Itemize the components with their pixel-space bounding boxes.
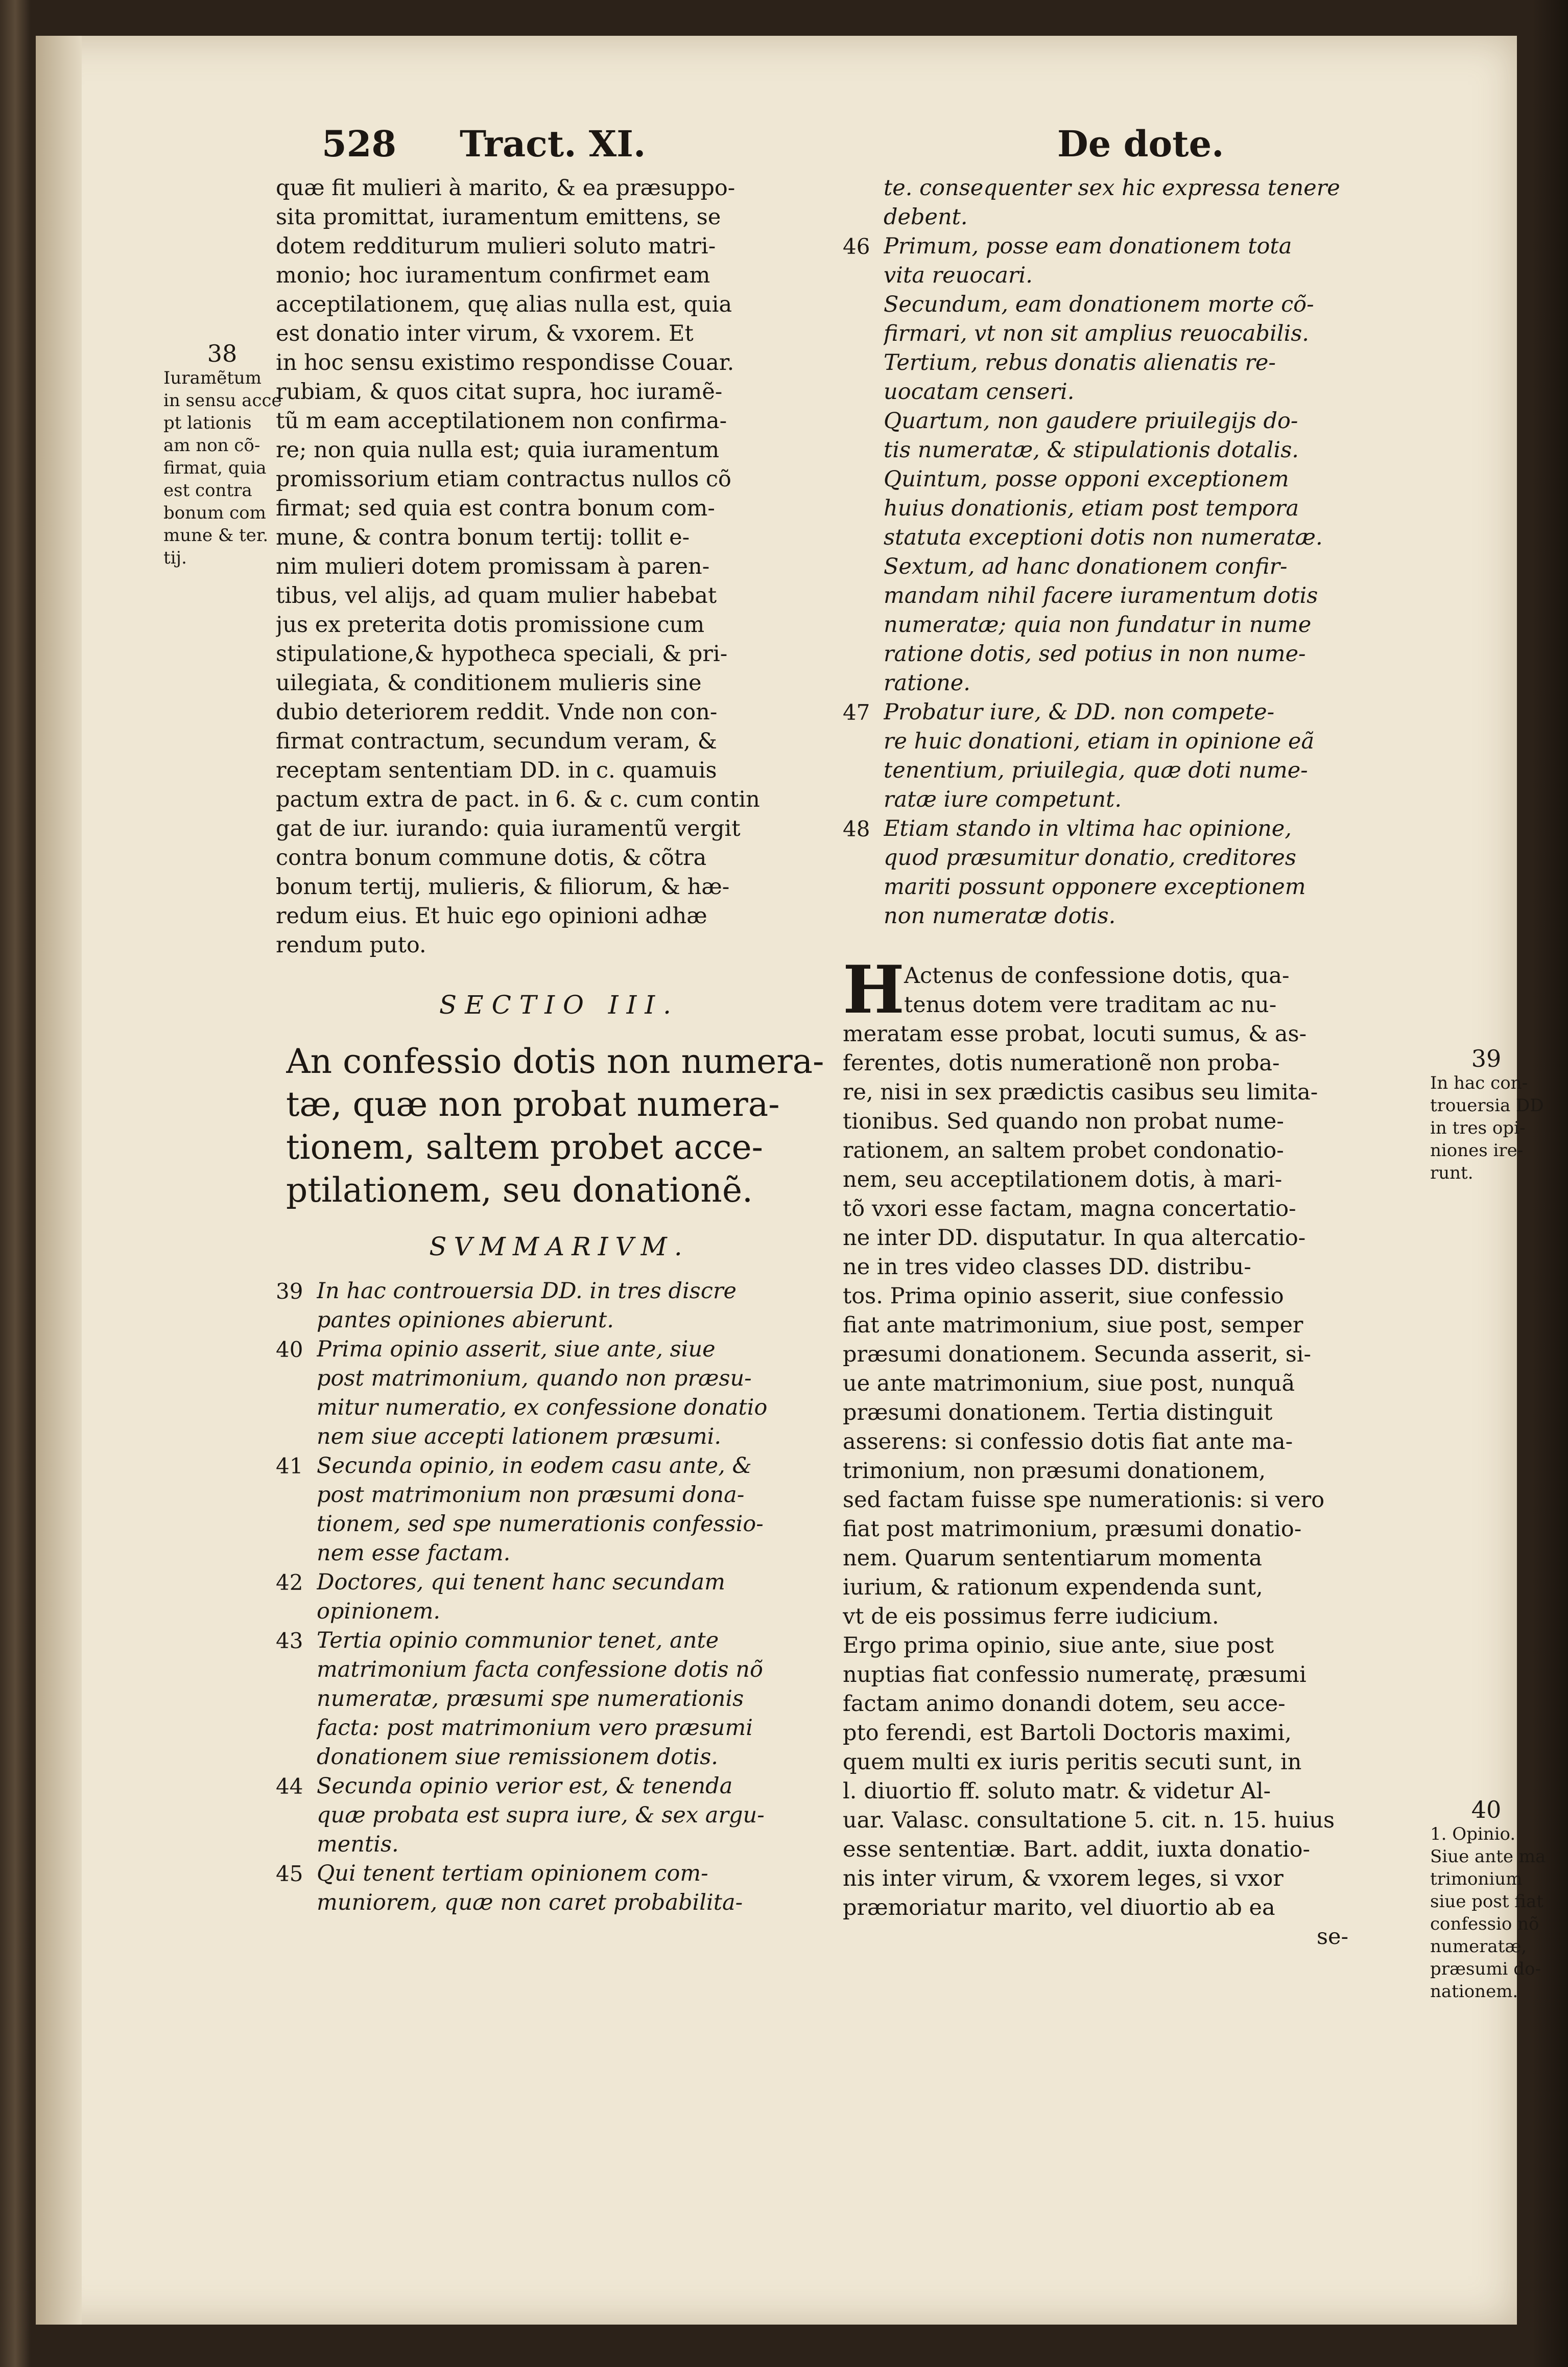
margin-note-line: tij. <box>163 548 187 568</box>
summary-item <box>276 1277 843 1335</box>
summary-item-number <box>843 174 884 232</box>
summary-item-text <box>884 814 1410 931</box>
text-line: tionibus. Sed quando non probat nume- <box>843 1109 1284 1134</box>
summary-line: statuta exceptioni dotis non numeratæ. <box>884 525 1323 550</box>
summary-line: mitur numeratio, ex confessione donatio <box>317 1395 768 1420</box>
text-line: nim mulieri dotem promissam à paren- <box>276 554 710 579</box>
summary-line: ratione dotis, sed potius in non nume- <box>884 641 1306 667</box>
text-line: promissorium etiam contractus nullos cõ <box>276 466 731 492</box>
summary-list <box>276 1277 843 1917</box>
tract-label: Tract. XI. <box>460 123 646 165</box>
text-line: uilegiata, & conditionem mulieris sine <box>276 670 702 696</box>
summary-line: numeratæ; quia non fundatur in nume <box>884 612 1312 638</box>
summary-item-number: 45 <box>276 1861 303 1886</box>
summary-item <box>276 1451 843 1568</box>
margin-note-line: numeratæ, <box>1430 1936 1527 1957</box>
text-line: dubio deteriorem reddit. Vnde non con- <box>276 699 718 725</box>
summary-line: tionem, sed spe numerationis confessio- <box>317 1511 764 1537</box>
text-line: sita promittat, iuramentum emittens, se <box>276 204 721 230</box>
left-column <box>276 174 843 1917</box>
text-line: redum eius. Et huic ego opinioni adhæ <box>276 903 707 929</box>
margin-note-39 <box>1430 1047 1542 1184</box>
margin-note-line: siue post fiat <box>1430 1891 1543 1912</box>
margin-note-line: trimonium <box>1430 1869 1523 1889</box>
text-line: fiat post matrimonium, præsumi donatio- <box>843 1516 1302 1542</box>
summary-item <box>276 1859 843 1917</box>
summary-line: nem esse factam. <box>317 1540 511 1566</box>
summary-line: mentis. <box>317 1832 399 1857</box>
summary-line: nem siue accepti lationem præsumi. <box>317 1424 722 1449</box>
text-line: l. diuortio ff. soluto matr. & videtur Al- <box>843 1778 1271 1804</box>
summary-line: Secunda opinio, in eodem casu ante, & <box>317 1453 752 1479</box>
page-number: 528 <box>322 123 397 165</box>
text-line: tibus, vel alijs, ad quam mulier habebat <box>276 583 717 608</box>
summary-item-number: 41 <box>276 1454 303 1479</box>
page-gutter <box>36 36 82 2325</box>
summary-item-text <box>884 174 1410 232</box>
summary-line: pantes opiniones abierunt. <box>317 1307 614 1333</box>
summary-line: Prima opinio asserit, siue ante, siue <box>317 1337 716 1362</box>
text-line: gat de iur. iurando: quia iuramentũ vergit <box>276 816 741 841</box>
text-line: nuptias fiat confessio numeratę, præsumi <box>843 1662 1306 1688</box>
margin-note-line: trouersia DD <box>1430 1095 1544 1116</box>
text-line: nis inter virum, & vxorem leges, si vxor <box>843 1866 1284 1891</box>
text-line: sed factam fuisse spe numerationis: si vero <box>843 1487 1325 1513</box>
text-line: dotem redditurum mulieri soluto matri- <box>276 233 716 259</box>
summary-item-number: 44 <box>276 1774 303 1799</box>
text-line: in hoc sensu existimo respondisse Couar. <box>276 350 734 376</box>
text-line: præmoriatur marito, vel diuortio ab ea <box>843 1895 1275 1920</box>
text-line: ne in tres video classes DD. distribu- <box>843 1254 1251 1280</box>
text-line: rendum puto. <box>276 932 426 958</box>
margin-note-line: nationem. <box>1430 1981 1518 2002</box>
text-line: tenus dotem vere traditam ac nu- <box>904 992 1277 1018</box>
summary-item <box>843 698 1410 814</box>
summary-item-text <box>317 1772 843 1859</box>
summary-line: Secundum, eam donationem morte cõ- <box>884 292 1314 317</box>
text-line: Ergo prima opinio, siue ante, siue post <box>843 1633 1274 1658</box>
summary-line: Etiam stando in vltima hac opinione, <box>884 816 1292 841</box>
margin-note-line: in sensu acce <box>163 390 282 411</box>
catchword: se- <box>1316 1924 1348 1950</box>
text-line: nem. Quarum sententiarum momenta <box>843 1545 1263 1571</box>
margin-note-line: runt. <box>1430 1163 1474 1183</box>
summary-item-number: 48 <box>843 816 870 841</box>
margin-note-line: am non cõ- <box>163 435 260 456</box>
margin-note-line: Siue ante ma <box>1430 1846 1546 1867</box>
text-line: jus ex preterita dotis promissione cum <box>276 612 705 638</box>
margin-note-line: pt lationis <box>163 413 252 433</box>
summary-line: mariti possunt opponere exceptionem <box>884 874 1306 900</box>
margin-note-line: præsumi do- <box>1430 1959 1541 1979</box>
text-line: firmat; sed quia est contra bonum com- <box>276 496 715 521</box>
text-line: bonum tertij, mulieris, & filiorum, & hæ- <box>276 874 730 900</box>
summary-item-text <box>317 1335 843 1451</box>
text-line: tos. Prima opinio asserit, siue confessio <box>843 1283 1284 1309</box>
summary-item-number: 43 <box>276 1628 303 1653</box>
text-line: quem multi ex iuris peritis secuti sunt, in <box>843 1749 1302 1775</box>
summary-item-text <box>317 1626 843 1772</box>
margin-note-line: bonum com <box>163 503 266 523</box>
text-line: vt de eis possimus ferre iudicium. <box>843 1604 1219 1629</box>
summary-item <box>276 1568 843 1626</box>
margin-note-text <box>1430 1823 1546 2003</box>
summary-line: firmari, vt non sit amplius reuocabilis. <box>884 321 1309 346</box>
summary-line: ratione. <box>884 670 970 696</box>
summary-list-continued <box>843 174 1410 931</box>
text-line: pto ferendi, est Bartoli Doctoris maximi, <box>843 1720 1292 1746</box>
text-line: ue ante matrimonium, siue post, nunquã <box>843 1371 1295 1396</box>
summary-line: Tertium, rebus donatis alienatis re- <box>884 350 1276 376</box>
summary-item <box>276 1626 843 1772</box>
summary-line: ratæ iure competunt. <box>884 787 1122 812</box>
book-page <box>36 36 1546 2325</box>
summary-line: Quintum, posse opponi exceptionem <box>884 466 1289 492</box>
margin-note-40 <box>1430 1796 1546 2003</box>
left-body-text <box>276 174 843 960</box>
text-line: est donatio inter virum, & vxorem. Et <box>276 321 694 346</box>
text-line: factam animo donandi dotem, seu acce- <box>843 1691 1286 1717</box>
running-title: De dote. <box>1057 123 1224 165</box>
summary-line: donationem siue remissionem dotis. <box>317 1744 718 1770</box>
summary-line: te. consequenter sex hic expressa tenere <box>884 175 1340 201</box>
summary-line: Secunda opinio verior est, & tenenda <box>317 1773 733 1799</box>
summary-item-number: 46 <box>843 234 870 259</box>
summary-line: numeratæ, præsumi spe numerationis <box>317 1686 744 1712</box>
summary-line: tis numeratæ, & stipulationis dotalis. <box>884 437 1299 463</box>
summary-line: quæ probata est supra iure, & sex argu- <box>317 1802 765 1828</box>
section-title-line: tæ, quæ non probat numera- <box>286 1085 780 1124</box>
text-line: stipulatione,& hypotheca speciali, & pri- <box>276 641 728 667</box>
margin-note-line: mune & ter. <box>163 525 269 546</box>
summary-item-number: 40 <box>276 1337 303 1362</box>
text-line: ferentes, dotis numerationẽ non proba- <box>843 1050 1280 1076</box>
summary-item-text <box>317 1451 843 1568</box>
body-text-block <box>843 952 1410 1923</box>
right-body-text <box>843 962 1410 1923</box>
text-line: trimonium, non præsumi donationem, <box>843 1458 1266 1484</box>
text-line: meratam esse probat, locuti sumus, & as- <box>843 1021 1307 1047</box>
text-line: rationem, an saltem probet condonatio- <box>843 1138 1284 1163</box>
margin-note-line: firmat, quia <box>163 458 267 478</box>
text-line: re; non quia nulla est; quia iuramentum <box>276 437 720 463</box>
summary-line: facta: post matrimonium vero præsumi <box>317 1715 753 1741</box>
summary-line: huius donationis, etiam post tempora <box>884 496 1299 521</box>
margin-note-number: 39 <box>1471 1045 1502 1072</box>
text-line: mune, & contra bonum tertij: tollit e- <box>276 525 690 550</box>
text-line: uar. Valasc. consultatione 5. cit. n. 15. huius <box>843 1808 1335 1833</box>
margin-note-line: est contra <box>163 480 252 501</box>
summary-line: muniorem, quæ non caret probabilita- <box>317 1890 743 1915</box>
summary-line: post matrimonium non præsumi dona- <box>317 1482 745 1508</box>
summary-item-number: 42 <box>276 1570 303 1595</box>
text-line: quæ fit mulieri à marito, & ea præsuppo- <box>276 175 735 201</box>
text-line: rubiam, & quos citat supra, hoc iuramẽ- <box>276 379 723 405</box>
summary-line: Qui tenent tertiam opinionem com- <box>317 1861 708 1886</box>
summarium-heading: SVMMARIVM. <box>429 1232 690 1261</box>
section-title <box>286 1040 843 1212</box>
margin-note-line: In hac con- <box>1430 1073 1528 1093</box>
margin-note-line: confessio nõ <box>1430 1914 1539 1934</box>
margin-note-line: in tres opi- <box>1430 1118 1526 1138</box>
text-line: Actenus de confessione dotis, qua- <box>904 963 1290 989</box>
margin-note-text <box>1430 1072 1542 1184</box>
section-title-line: ptilationem, seu donationẽ. <box>286 1170 753 1210</box>
summary-line: matrimonium facta confessione dotis nõ <box>317 1657 763 1682</box>
summary-item <box>843 814 1410 931</box>
summary-item-number: 39 <box>276 1279 303 1304</box>
summary-line: quod præsumitur donatio, creditores <box>884 845 1296 871</box>
drop-cap: H <box>843 952 905 1028</box>
text-line: iurium, & rationum expendenda sunt, <box>843 1575 1263 1600</box>
section-title-line: tionem, saltem probet acce- <box>286 1128 763 1167</box>
summary-line: Quartum, non gaudere priuilegijs do- <box>884 408 1298 434</box>
summary-line: opinionem. <box>317 1599 441 1624</box>
margin-note-38 <box>163 342 281 569</box>
summary-item <box>276 1772 843 1859</box>
text-line: asserens: si confessio dotis fiat ante ma- <box>843 1429 1293 1455</box>
margin-note-line: 1. Opinio. <box>1430 1824 1516 1844</box>
summary-line: In hac controuersia DD. in tres discre <box>317 1278 737 1304</box>
summary-item <box>843 232 1410 698</box>
text-line: monio; hoc iuramentum confirmet eam <box>276 263 710 288</box>
text-line: ne inter DD. disputatur. In qua altercatio- <box>843 1225 1306 1251</box>
text-line: acceptilationem, quę alias nulla est, quia <box>276 292 732 317</box>
text-line: re, nisi in sex prædictis casibus seu limita- <box>843 1080 1318 1105</box>
summary-line: Primum, posse eam donationem tota <box>884 233 1292 259</box>
summary-line: non numeratæ dotis. <box>884 903 1116 929</box>
text-line: contra bonum commune dotis, & cõtra <box>276 845 707 871</box>
summary-line: Sextum, ad hanc donationem confir- <box>884 554 1288 579</box>
summary-line: debent. <box>884 204 968 230</box>
text-line: pactum extra de pact. in 6. & c. cum contin <box>276 787 760 812</box>
margin-note-text <box>163 367 281 569</box>
summary-line: mandam nihil facere iuramentum dotis <box>884 583 1318 608</box>
summary-line: Doctores, qui tenent hanc secundam <box>317 1569 725 1595</box>
text-line: tũ m eam acceptilationem non confirma- <box>276 408 727 434</box>
summary-line: re huic donationi, etiam in opinione eã <box>884 729 1315 754</box>
text-line: tõ vxori esse factam, magna concertatio- <box>843 1196 1296 1222</box>
summary-line: Probatur iure, & DD. non compete- <box>884 699 1275 725</box>
section-title-line: An confessio dotis non numera- <box>286 1042 824 1081</box>
summary-line: tenentium, priuilegia, quæ doti nume- <box>884 758 1308 783</box>
summary-item <box>276 1335 843 1451</box>
summary-item-text <box>317 1859 843 1917</box>
margin-note-number: 38 <box>207 340 237 367</box>
text-line: præsumi donationem. Tertia distinguit <box>843 1400 1273 1425</box>
margin-note-number: 40 <box>1471 1796 1502 1823</box>
text-line: esse sententiæ. Bart. addit, iuxta donatio- <box>843 1837 1311 1862</box>
summary-item-number: 47 <box>843 700 870 725</box>
right-column <box>843 174 1410 1952</box>
text-line: nem, seu acceptilationem dotis, à mari- <box>843 1167 1282 1192</box>
margin-note-line: niones ire- <box>1430 1140 1524 1161</box>
text-line: firmat contractum, secundum veram, & <box>276 729 717 754</box>
text-line: fiat ante matrimonium, siue post, semper <box>843 1313 1303 1338</box>
summary-item-text <box>884 698 1410 814</box>
text-line: præsumi donationem. Secunda asserit, si- <box>843 1342 1312 1367</box>
text-line: receptam sententiam DD. in c. quamuis <box>276 758 717 783</box>
summary-line: uocatam censeri. <box>884 379 1075 405</box>
summary-line: Tertia opinio communior tenet, ante <box>317 1628 719 1653</box>
summary-item-text <box>317 1568 843 1626</box>
summary-line: vita reuocari. <box>884 263 1033 288</box>
section-heading: SECTIO III. <box>439 990 680 1020</box>
margin-note-line: Iuramẽtum <box>163 368 262 388</box>
summary-item-text <box>317 1277 843 1335</box>
summary-line: post matrimonium, quando non præsu- <box>317 1366 752 1391</box>
summary-item-text <box>884 232 1410 698</box>
summary-item <box>843 174 1410 232</box>
